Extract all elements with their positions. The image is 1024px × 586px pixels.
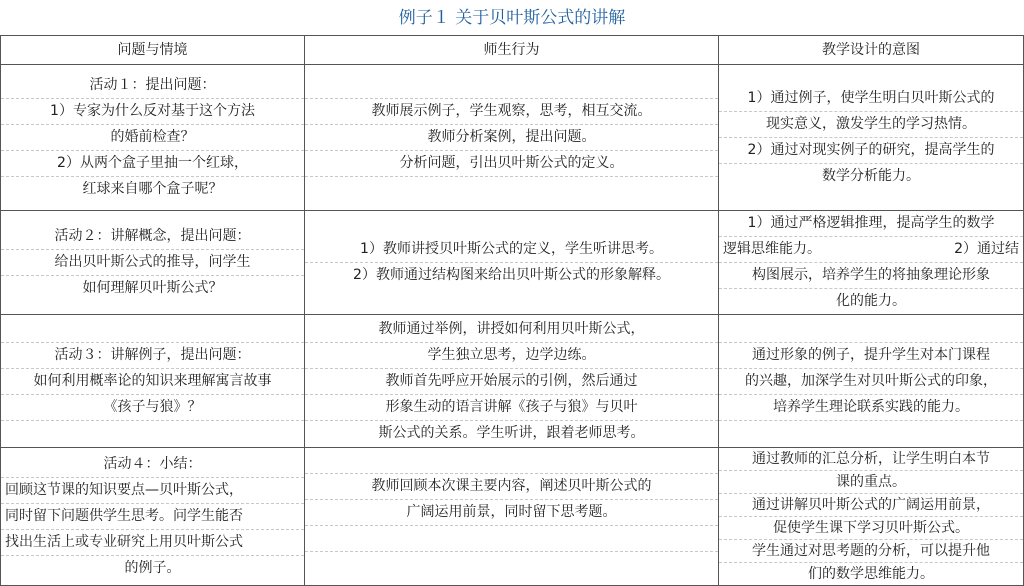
situation-line: 活动３：讲解例子，提出问题：	[1, 343, 304, 369]
intent-line: 通过教师的汇总分析，让学生明白本节	[719, 448, 1023, 471]
behavior-line: 广阔运用前景，同时留下思考题。	[305, 500, 718, 526]
behavior-line: 教师首先呼应开始展示的引例，然后通过	[305, 369, 718, 395]
behavior-line: 教师通过举例，讲授如何利用贝叶斯公式，	[305, 317, 718, 343]
behavior-line: 1）教师讲授贝叶斯公式的定义，学生听讲思考。	[305, 237, 718, 263]
intent-cell	[719, 448, 1024, 586]
intent-line: 们的数学思维能力。	[808, 566, 934, 582]
behavior-line: 教师展示例子，学生观察，思考，相互交流。	[305, 99, 718, 125]
situation-line: 《孩子与狼》？	[1, 395, 304, 421]
behavior-line	[305, 73, 718, 99]
intent-cell	[719, 211, 1024, 315]
intent-fragment: 逻辑思维能力。	[723, 241, 821, 257]
column-header-intent: 教学设计的意图	[719, 36, 1024, 65]
intent-line: 通过形象的例子，提升学生对本门课程	[719, 343, 1023, 369]
situation-cell	[1, 448, 305, 586]
situation-line: 的婚前检查？	[1, 125, 304, 151]
behavior-line: 教师回顾本次课主要内容，阐述贝叶斯公式的	[305, 474, 718, 500]
intent-cell	[719, 315, 1024, 448]
situation-line: 同时留下问题供学生思考。问学生能否	[1, 504, 304, 530]
situation-line: 找出生活上或专业研究上用贝叶斯公式	[1, 530, 304, 556]
situation-line: 红球来自哪个盒子呢？	[82, 181, 223, 197]
behavior-line: 2）教师通过结构图来给出贝叶斯公式的形象解释。	[353, 267, 670, 283]
table-row	[1, 448, 1024, 586]
column-header-situation: 问题与情境	[1, 36, 305, 65]
intent-line	[719, 317, 1023, 343]
situation-line: 活动２：讲解概念，提出问题：	[1, 224, 304, 250]
intent-line: 化的能力。	[836, 293, 906, 309]
table-row	[1, 315, 1024, 448]
intent-line: 现实意义，激发学生的学习热情。	[719, 112, 1023, 138]
column-header-behavior: 师生行为	[305, 36, 719, 65]
behavior-line: 学生独立思考，边学边练。	[305, 343, 718, 369]
behavior-cell	[305, 448, 719, 586]
intent-line: 1）通过严格逻辑推理，提高学生的数学	[719, 211, 1023, 237]
behavior-line	[305, 448, 718, 474]
lesson-table	[0, 35, 1024, 586]
behavior-line	[305, 552, 718, 577]
situation-line: 回顾这节课的知识要点—贝叶斯公式，	[1, 478, 304, 504]
intent-line: 数学分析能力。	[822, 168, 920, 184]
behavior-line: 斯公式的关系。学生听讲，跟着老师思考。	[378, 424, 645, 441]
table-header-row	[1, 36, 1024, 65]
situation-line: 如何理解贝叶斯公式？	[82, 280, 223, 296]
situation-line	[1, 317, 304, 343]
behavior-cell	[305, 211, 719, 315]
intent-line	[719, 421, 1023, 446]
intent-line: 学生通过对思考题的分析，可以提升他	[719, 540, 1023, 563]
intent-line: 的兴趣，加深学生对贝叶斯公式的印象，	[719, 369, 1023, 395]
intent-line: 培养学生理论联系实践的能力。	[719, 395, 1023, 421]
intent-line: 2）通过对现实例子的研究，提高学生的	[719, 138, 1023, 164]
situation-line: 2）从两个盒子里抽一个红球，	[1, 151, 304, 177]
behavior-cell	[305, 65, 719, 211]
situation-line: 活动１：提出问题：	[1, 73, 304, 99]
behavior-line	[305, 526, 718, 552]
situation-line: 如何利用概率论的知识来理解寓言故事	[1, 369, 304, 395]
situation-cell	[1, 315, 305, 448]
intent-fragment: 2）通过结	[954, 241, 1019, 257]
intent-line	[719, 237, 1023, 263]
situation-line: 活动４：小结：	[1, 452, 304, 478]
behavior-line: 教师分析案例，提出问题。	[305, 125, 718, 151]
table-row	[1, 65, 1024, 211]
situation-cell	[1, 65, 305, 211]
intent-line: 通过讲解贝叶斯公式的广阔运用前景，	[719, 494, 1023, 517]
behavior-cell	[305, 315, 719, 448]
intent-line: 促使学生课下学习贝叶斯公式。	[719, 517, 1023, 540]
table-row	[1, 211, 1024, 315]
intent-cell	[719, 65, 1024, 211]
situation-line: 给出贝叶斯公式的推导，问学生	[1, 250, 304, 276]
behavior-line	[305, 177, 718, 202]
intent-line: 构图展示，培养学生的将抽象理论形象	[719, 263, 1023, 289]
behavior-line: 形象生动的语言讲解《孩子与狼》与贝叶	[305, 395, 718, 421]
page-title: 例子１ 关于贝叶斯公式的讲解	[398, 8, 626, 28]
behavior-line: 分析问题，引出贝叶斯公式的定义。	[305, 151, 718, 177]
intent-line: 课的重点。	[719, 471, 1023, 494]
intent-line: 1）通过例子，使学生明白贝叶斯公式的	[719, 86, 1023, 112]
situation-cell	[1, 211, 305, 315]
situation-line: 1）专家为什么反对基于这个方法	[1, 99, 304, 125]
situation-line	[1, 421, 304, 446]
situation-line: 的例子。	[124, 560, 181, 576]
